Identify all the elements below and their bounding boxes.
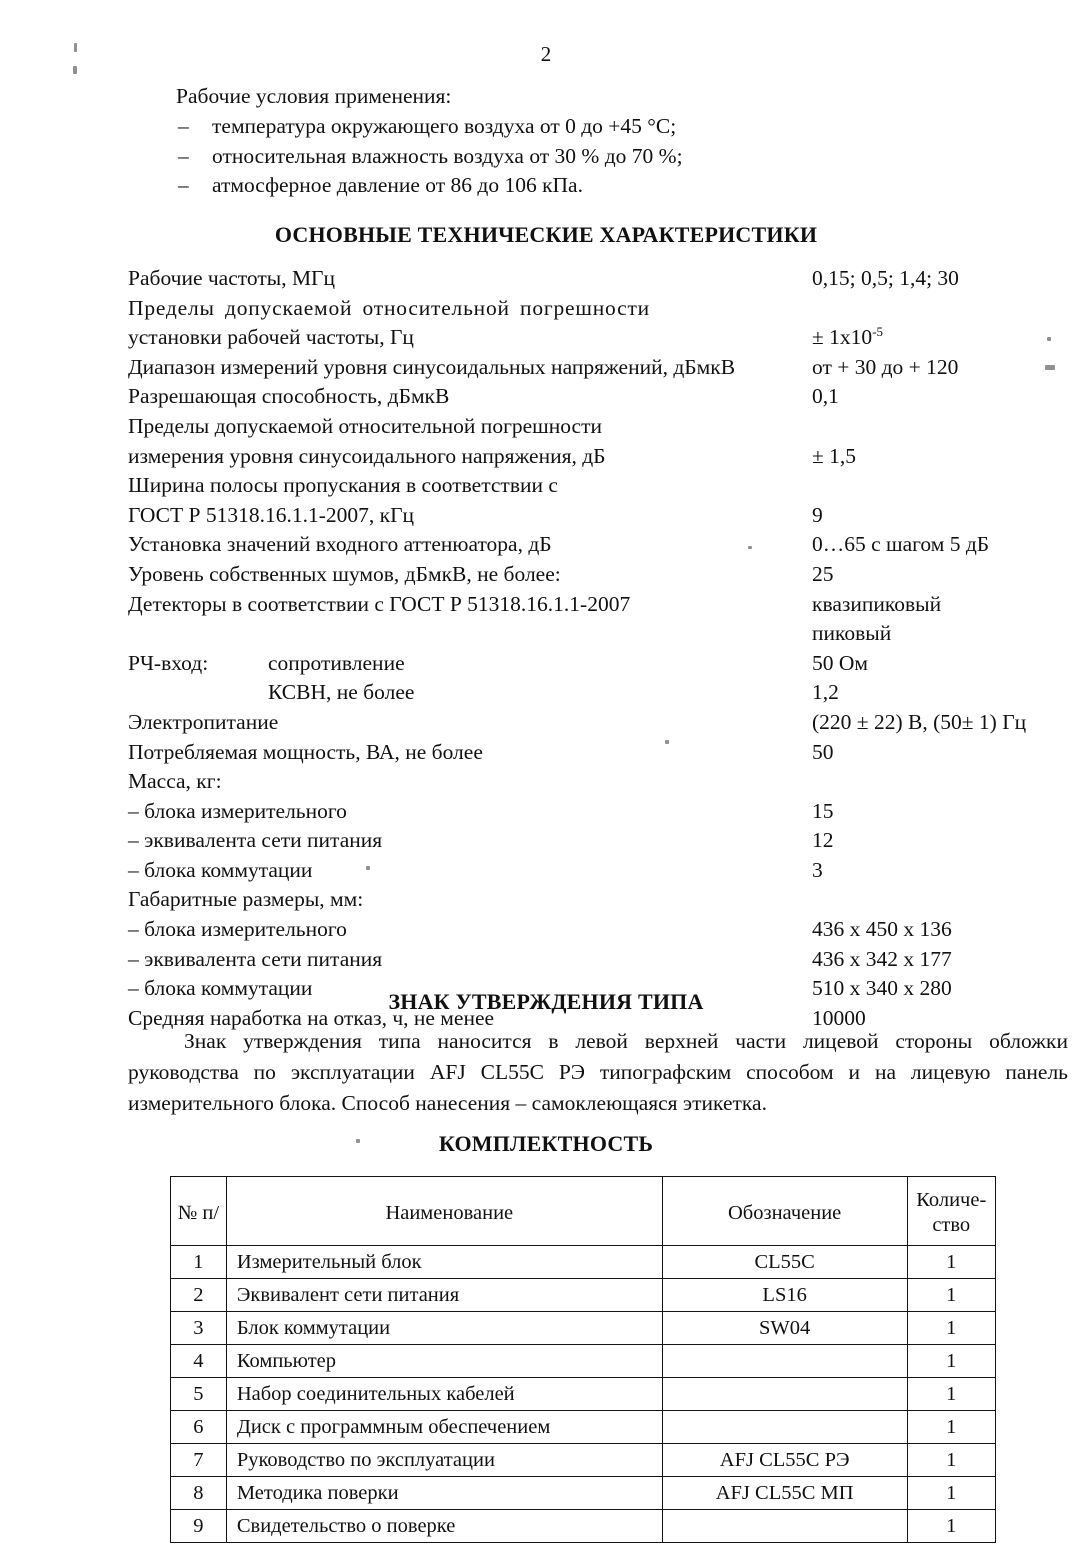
scan-artifact bbox=[74, 43, 77, 52]
spec-value bbox=[812, 323, 883, 353]
spec-label: Разрешающая способность, дБмкВ bbox=[128, 384, 450, 409]
cell-designation: LS16 bbox=[662, 1279, 907, 1312]
spec-row bbox=[128, 945, 1068, 975]
table-row bbox=[171, 1411, 996, 1444]
spec-value: 3 bbox=[812, 857, 823, 882]
cell-name: Диск с программным обеспечением bbox=[226, 1411, 662, 1444]
spec-value: 0,1 bbox=[812, 384, 839, 409]
cell-designation: AFJ CL55C МП bbox=[662, 1477, 907, 1510]
list-item bbox=[176, 142, 683, 172]
kit-table bbox=[170, 1176, 996, 1543]
list-item bbox=[176, 171, 683, 201]
spec-value: 12 bbox=[812, 828, 834, 853]
spec-value: 1,2 bbox=[812, 680, 839, 705]
spec-label: Диапазон измерений уровня синусоидальных напряжений, дБмкВ bbox=[128, 354, 736, 379]
spec-label: Рабочие частоты, МГц bbox=[128, 266, 335, 290]
spec-value: 25 bbox=[812, 561, 834, 586]
cell-number: 4 bbox=[171, 1345, 227, 1378]
spec-label: – эквивалента сети питания bbox=[128, 828, 383, 853]
cell-quantity: 1 bbox=[907, 1378, 995, 1411]
spec-row bbox=[128, 915, 1068, 945]
spec-sublabel: сопротивление bbox=[268, 650, 405, 675]
spec-row bbox=[128, 353, 1068, 383]
spec-sublabel: КСВН, не более bbox=[268, 680, 415, 705]
table-row bbox=[171, 1510, 996, 1543]
cell-number: 8 bbox=[171, 1477, 227, 1510]
spec-row bbox=[128, 708, 1068, 738]
spec-row bbox=[128, 323, 1068, 353]
spec-value: 10000 bbox=[812, 1005, 866, 1030]
spec-label: измерения уровня синусоидального напряжения, дБ bbox=[128, 443, 606, 468]
cell-quantity: 1 bbox=[907, 1510, 995, 1543]
table-row bbox=[171, 1345, 996, 1378]
spec-label: Уровень собственных шумов, дБмкВ, не более: bbox=[128, 561, 561, 586]
cell-number: 6 bbox=[171, 1411, 227, 1444]
cell-name: Методика поверки bbox=[226, 1477, 662, 1510]
spec-row bbox=[128, 678, 1068, 708]
spec-row bbox=[128, 797, 1068, 827]
spec-row bbox=[128, 501, 1068, 531]
column-header-designation: Обозначение bbox=[662, 1177, 907, 1246]
cell-name: Набор соединительных кабелей bbox=[226, 1378, 662, 1411]
type-mark-heading: ЗНАК УТВЕРЖДЕНИЯ ТИПА bbox=[388, 989, 704, 1014]
cell-quantity: 1 bbox=[907, 1477, 995, 1510]
spec-value: 0,15; 0,5; 1,4; 30 bbox=[812, 266, 959, 290]
spec-label: – эквивалента сети питания bbox=[128, 946, 383, 971]
cell-number: 1 bbox=[171, 1246, 227, 1279]
operating-conditions-title: Рабочие условия применения: bbox=[176, 84, 452, 108]
spec-label: Пределы допускаемой относительной погрешности bbox=[128, 295, 650, 320]
cell-number: 7 bbox=[171, 1444, 227, 1477]
table-row bbox=[171, 1279, 996, 1312]
cell-name: Руководство по эксплуатации bbox=[226, 1444, 662, 1477]
spec-row bbox=[128, 619, 1068, 649]
spec-row bbox=[128, 885, 1068, 915]
spec-value: 15 bbox=[812, 798, 834, 823]
column-header-quantity-line2: ство bbox=[932, 1214, 971, 1236]
table-row bbox=[171, 1444, 996, 1477]
spec-label: – блока коммутации bbox=[128, 976, 313, 1001]
column-header-quantity bbox=[907, 1177, 995, 1246]
spec-label: Потребляемая мощность, ВА, не более bbox=[128, 739, 483, 764]
spec-row bbox=[128, 767, 1068, 797]
column-header-quantity-line1: Количе- bbox=[916, 1189, 987, 1211]
table-header-row bbox=[171, 1177, 996, 1246]
spec-value: 50 bbox=[812, 739, 834, 764]
spec-value-base: ± 1x10 bbox=[812, 325, 873, 350]
cell-designation: SW04 bbox=[662, 1312, 907, 1345]
page-number: 2 bbox=[540, 42, 552, 66]
cell-designation bbox=[662, 1378, 907, 1411]
column-header-number: № п/ bbox=[171, 1177, 227, 1246]
spec-row bbox=[128, 590, 1068, 620]
spec-value: 0…65 с шагом 5 дБ bbox=[812, 532, 990, 557]
dash-bullet-icon: – bbox=[178, 173, 189, 197]
spec-label: установки рабочей частоты, Гц bbox=[128, 325, 414, 350]
dash-bullet-icon: – bbox=[178, 143, 189, 168]
spec-value-exponent: -5 bbox=[872, 324, 884, 340]
spec-value: 50 Ом bbox=[812, 650, 869, 675]
cell-quantity: 1 bbox=[907, 1246, 995, 1279]
spec-value: ± 1,5 bbox=[812, 443, 857, 468]
cell-quantity: 1 bbox=[907, 1411, 995, 1444]
table-body bbox=[171, 1246, 996, 1543]
type-mark-paragraph: Знак утверждения типа наносится в левой верхней части лицевой стороны обложки руководства по эксплуатации AFJ CL55C РЭ типографским способом и на лицевую панель измерительного блока. Способ нанесения – самоклеющаяся этикетка. bbox=[128, 1029, 1068, 1115]
list-item-label: атмосферное давление от 86 до 106 кПа. bbox=[212, 173, 583, 197]
spec-row bbox=[128, 530, 1068, 560]
cell-designation bbox=[662, 1345, 907, 1378]
spec-value: 9 bbox=[812, 502, 823, 527]
spec-row bbox=[128, 412, 1068, 442]
cell-name: Свидетельство о поверке bbox=[226, 1510, 662, 1543]
list-item bbox=[176, 112, 683, 142]
spec-label: Электропитание bbox=[128, 709, 279, 734]
spec-value: от + 30 до + 120 bbox=[812, 354, 959, 379]
spec-label: Средняя наработка на отказ, ч, не менее bbox=[128, 1005, 495, 1030]
table-row bbox=[171, 1312, 996, 1345]
cell-number: 9 bbox=[171, 1510, 227, 1543]
spec-row bbox=[128, 738, 1068, 768]
specs-heading: ОСНОВНЫЕ ТЕХНИЧЕСКИЕ ХАРАКТЕРИСТИКИ bbox=[274, 222, 818, 247]
spec-row bbox=[128, 560, 1068, 590]
spec-value: 436 x 342 x 177 bbox=[812, 946, 952, 971]
cell-quantity: 1 bbox=[907, 1345, 995, 1378]
spec-value: пиковый bbox=[812, 621, 892, 646]
column-header-name: Наименование bbox=[226, 1177, 662, 1246]
table-row bbox=[171, 1378, 996, 1411]
cell-number: 2 bbox=[171, 1279, 227, 1312]
list-item-label: температура окружающего воздуха от 0 до +45 °C; bbox=[212, 114, 677, 138]
spec-row bbox=[128, 264, 1068, 294]
spec-value: 510 x 340 x 280 bbox=[812, 976, 952, 1001]
spec-label: – блока измерительного bbox=[128, 798, 347, 823]
spec-row bbox=[128, 442, 1068, 472]
cell-quantity: 1 bbox=[907, 1444, 995, 1477]
spec-row bbox=[128, 294, 1068, 324]
spec-row bbox=[128, 471, 1068, 501]
table-row bbox=[171, 1246, 996, 1279]
spec-row bbox=[128, 649, 1068, 679]
cell-name: Эквивалент сети питания bbox=[226, 1279, 662, 1312]
table-row bbox=[171, 1477, 996, 1510]
cell-designation bbox=[662, 1510, 907, 1543]
spec-label: – блока измерительного bbox=[128, 917, 347, 942]
spec-value: квазипиковый bbox=[812, 591, 942, 616]
cell-name: Компьютер bbox=[226, 1345, 662, 1378]
spec-row bbox=[128, 382, 1068, 412]
spec-row bbox=[128, 826, 1068, 856]
cell-number: 3 bbox=[171, 1312, 227, 1345]
cell-number: 5 bbox=[171, 1378, 227, 1411]
scan-artifact bbox=[73, 66, 77, 74]
spec-label: РЧ-вход: bbox=[128, 650, 209, 675]
spec-label: Габаритные размеры, мм: bbox=[128, 887, 364, 912]
spec-value: 436 x 450 x 136 bbox=[812, 917, 952, 942]
specifications-list bbox=[128, 264, 1068, 1033]
spec-label: Детекторы в соответствии с ГОСТ Р 51318.16.1.1-2007 bbox=[128, 591, 631, 616]
cell-designation: AFJ CL55C РЭ bbox=[662, 1444, 907, 1477]
spec-value: (220 ± 22) В, (50± 1) Гц bbox=[812, 709, 1027, 734]
dash-bullet-icon: – bbox=[178, 114, 189, 138]
spec-row bbox=[128, 856, 1068, 886]
spec-label: Ширина полосы пропускания в соответствии с bbox=[128, 473, 558, 498]
operating-conditions-list bbox=[176, 112, 683, 201]
spec-label: – блока коммутации bbox=[128, 857, 313, 882]
cell-designation bbox=[662, 1411, 907, 1444]
cell-quantity: 1 bbox=[907, 1279, 995, 1312]
spec-label: ГОСТ Р 51318.16.1.1-2007, кГц bbox=[128, 502, 415, 527]
list-item-label: относительная влажность воздуха от 30 % до 70 %; bbox=[212, 143, 683, 168]
cell-quantity: 1 bbox=[907, 1312, 995, 1345]
cell-name: Блок коммутации bbox=[226, 1312, 662, 1345]
cell-name: Измерительный блок bbox=[226, 1246, 662, 1279]
spec-label: Пределы допускаемой относительной погрешности bbox=[128, 413, 602, 438]
spec-label: Установка значений входного аттенюатора, дБ bbox=[128, 532, 552, 557]
cell-designation: CL55C bbox=[662, 1246, 907, 1279]
spec-label: Масса, кг: bbox=[128, 769, 222, 794]
kit-heading: КОМПЛЕКТНОСТЬ bbox=[438, 1131, 654, 1156]
